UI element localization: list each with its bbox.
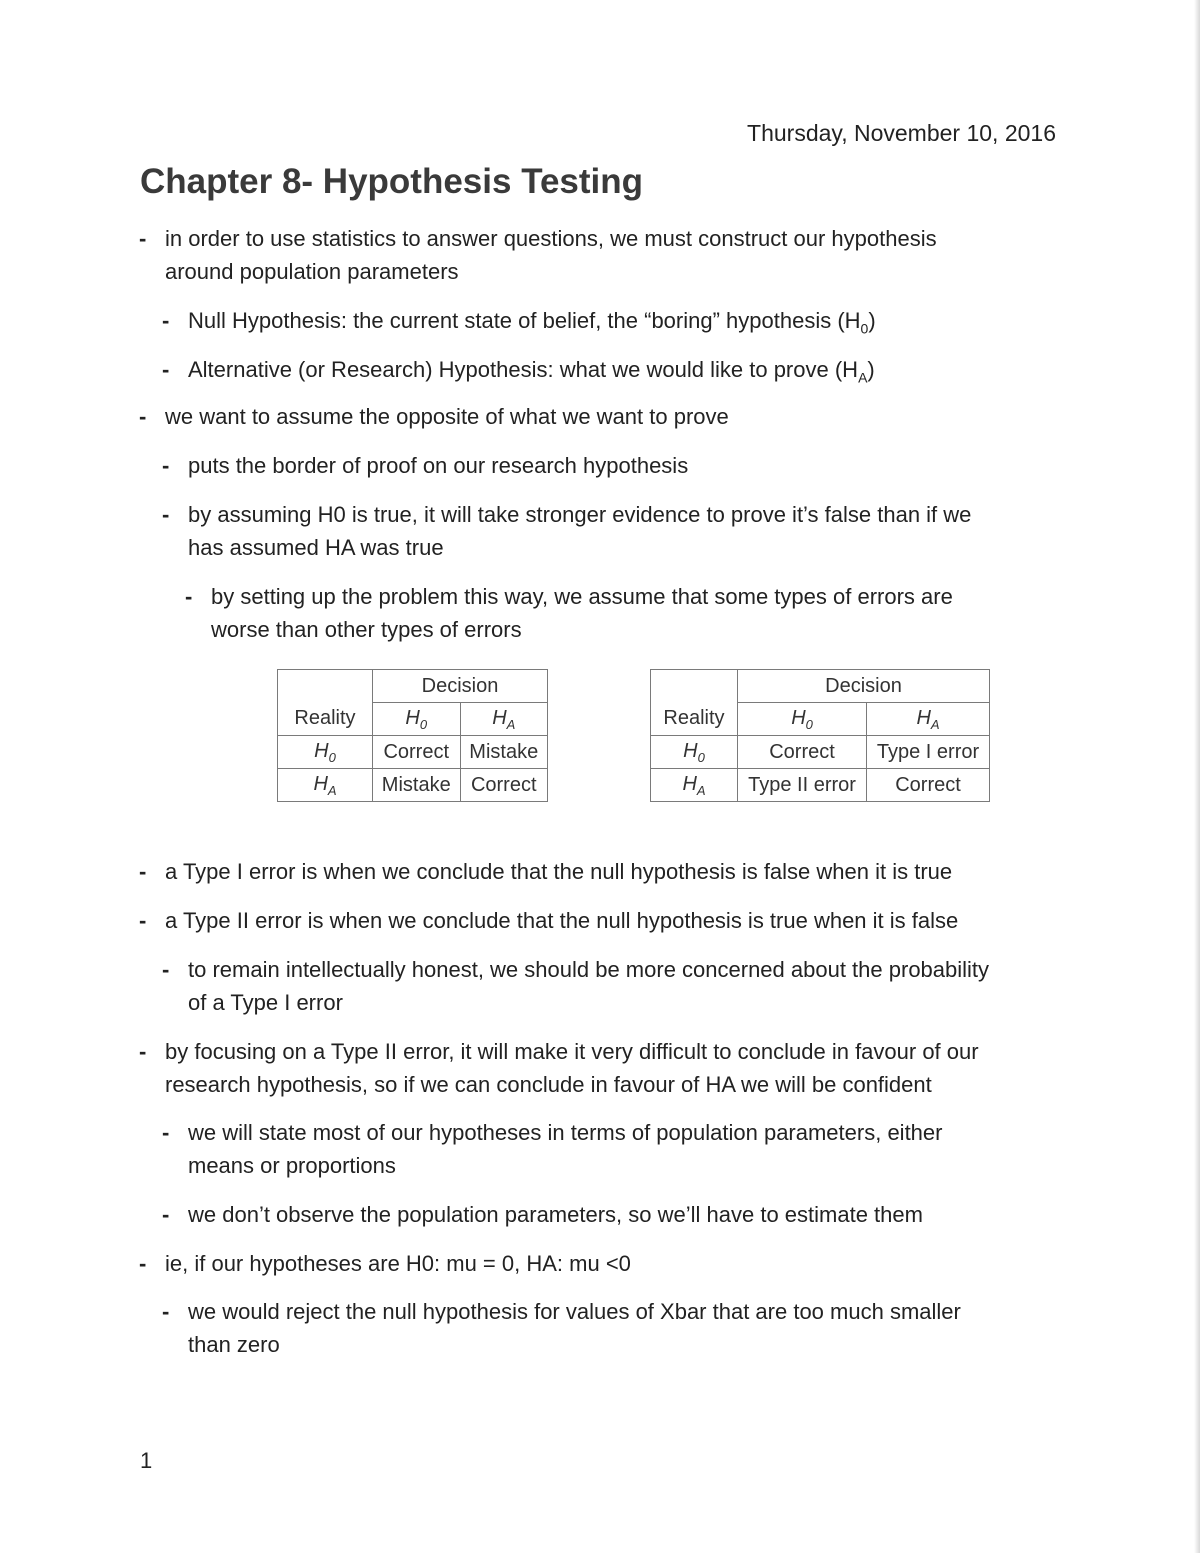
decision-table-error-types xyxy=(650,669,990,802)
symbol-h: H xyxy=(313,772,328,795)
subscript: A xyxy=(327,782,337,798)
symbol-h: H xyxy=(682,772,697,795)
table-cell: Type II error xyxy=(738,769,867,802)
bullet-border-of-proof xyxy=(162,449,689,482)
bullet-line: of a Type I error xyxy=(188,990,343,1015)
col-header-h0 xyxy=(738,703,867,736)
bullet-marker: - xyxy=(139,908,147,933)
symbol-h: H xyxy=(405,706,420,729)
bullet-line: a Type I error is when we conclude that the null hypothesis is false when it is true xyxy=(165,859,953,884)
bullet-marker: - xyxy=(185,584,193,609)
bullet-example-hypotheses xyxy=(139,1247,631,1280)
bullet-marker: - xyxy=(162,308,170,333)
bullet-reject-null xyxy=(162,1295,961,1361)
bullet-line: worse than other types of errors xyxy=(211,617,522,642)
col-header-ha xyxy=(460,703,548,736)
bullet-line: we would reject the null hypothesis for values of Xbar that are too much smaller xyxy=(188,1299,961,1324)
bullet-population-parameters-terms xyxy=(162,1116,943,1182)
bullet-text: ) xyxy=(868,308,876,333)
bullet-line: to remain intellectually honest, we should be more concerned about the probability xyxy=(188,957,990,982)
bullet-assuming-h0 xyxy=(162,498,972,564)
bullet-intellectually-honest xyxy=(162,953,990,1019)
bullet-line: by setting up the problem this way, we assume that some types of errors are xyxy=(211,584,953,609)
bullet-marker: - xyxy=(139,404,147,429)
bullet-marker: - xyxy=(139,1039,147,1064)
symbol-h: H xyxy=(492,706,507,729)
bullet-line: we don’t observe the population parameters, so we’ll have to estimate them xyxy=(188,1202,923,1227)
row-header-h0 xyxy=(278,736,373,769)
bullet-text: Null Hypothesis: the current state of belief, the “boring” hypothesis (H xyxy=(188,308,861,333)
bullet-line: we want to assume the opposite of what we want to prove xyxy=(165,404,729,429)
table-cell: Mistake xyxy=(460,736,548,769)
bullet-line: a Type II error is when we conclude that the null hypothesis is true when it is false xyxy=(165,908,959,933)
bullet-error-types xyxy=(185,580,953,646)
col-header-ha xyxy=(867,703,990,736)
subscript: 0 xyxy=(419,716,428,732)
subscript: 0 xyxy=(697,749,705,765)
bullet-line: around population parameters xyxy=(165,259,459,284)
bullet-marker: - xyxy=(139,226,147,251)
bullet-line: by focusing on a Type II error, it will make it very difficult to conclude in favour of our xyxy=(165,1039,979,1064)
bullet-line: than zero xyxy=(188,1332,280,1357)
bullet-marker: - xyxy=(162,1299,170,1324)
bullet-line: research hypothesis, so if we can conclude in favour of HA we will be confident xyxy=(165,1072,932,1097)
reality-header: Reality xyxy=(651,703,738,736)
bullet-line: has assumed HA was true xyxy=(188,535,444,560)
bullet-type-i-error xyxy=(139,855,953,888)
bullet-line: means or proportions xyxy=(188,1153,396,1178)
bullet-marker: - xyxy=(162,357,170,382)
col-header-h0 xyxy=(373,703,461,736)
bullet-marker: - xyxy=(139,859,147,884)
symbol-h: H xyxy=(314,739,329,762)
reality-header: Reality xyxy=(278,703,373,736)
bullet-text: Alternative (or Research) Hypothesis: what we would like to prove (H xyxy=(188,357,859,382)
bullet-marker: - xyxy=(162,453,170,478)
subscript: A xyxy=(506,716,516,732)
decision-header: Decision xyxy=(738,670,990,703)
row-header-ha xyxy=(278,769,373,802)
subscript: A xyxy=(930,716,940,732)
bullet-marker: - xyxy=(162,502,170,527)
table-cell: Correct xyxy=(373,736,461,769)
bullet-line xyxy=(188,353,875,394)
table-corner-cell xyxy=(651,670,738,703)
bullet-line: ie, if our hypotheses are H0: mu = 0, HA: mu <0 xyxy=(165,1251,631,1276)
table-corner-cell xyxy=(278,670,373,703)
row-header-h0 xyxy=(651,736,738,769)
table-cell: Correct xyxy=(867,769,990,802)
page-edge-shadow xyxy=(1194,0,1200,1553)
document-date: Thursday, November 10, 2016 xyxy=(747,120,1056,146)
symbol-h: H xyxy=(791,706,806,729)
subscript: 0 xyxy=(860,320,869,337)
table-cell: Correct xyxy=(460,769,548,802)
page-number: 1 xyxy=(140,1448,153,1473)
bullet-line: we will state most of our hypotheses in terms of population parameters, either xyxy=(188,1120,943,1145)
subscript: 0 xyxy=(805,716,813,732)
bullet-estimate-parameters xyxy=(162,1198,923,1231)
table-cell: Type I error xyxy=(867,736,990,769)
subscript: A xyxy=(858,369,868,386)
bullet-line xyxy=(188,304,876,345)
decision-header: Decision xyxy=(373,670,548,703)
chapter-title: Chapter 8- Hypothesis Testing xyxy=(140,162,644,201)
bullet-focusing-type-ii xyxy=(139,1035,979,1101)
bullet-text: ) xyxy=(867,357,875,382)
bullet-alternative-hypothesis xyxy=(162,353,875,394)
table-cell: Correct xyxy=(738,736,867,769)
bullet-assume-opposite xyxy=(139,400,729,433)
bullet-type-ii-error xyxy=(139,904,959,937)
decision-table-mistakes xyxy=(277,669,548,802)
bullet-marker: - xyxy=(162,1202,170,1227)
bullet-marker: - xyxy=(162,1120,170,1145)
table-cell: Mistake xyxy=(373,769,461,802)
bullet-null-hypothesis xyxy=(162,304,876,345)
bullet-marker: - xyxy=(162,957,170,982)
symbol-h: H xyxy=(683,739,698,762)
bullet-line: in order to use statistics to answer questions, we must construct our hypothesis xyxy=(165,226,937,251)
bullet-marker: - xyxy=(139,1251,147,1276)
bullet-line: puts the border of proof on our research hypothesis xyxy=(188,453,689,478)
row-header-ha xyxy=(651,769,738,802)
bullet-population-parameters xyxy=(139,222,937,288)
subscript: A xyxy=(696,782,706,798)
subscript: 0 xyxy=(328,749,336,765)
bullet-line: by assuming H0 is true, it will take stronger evidence to prove it’s false than if we xyxy=(188,502,972,527)
symbol-h: H xyxy=(916,706,931,729)
